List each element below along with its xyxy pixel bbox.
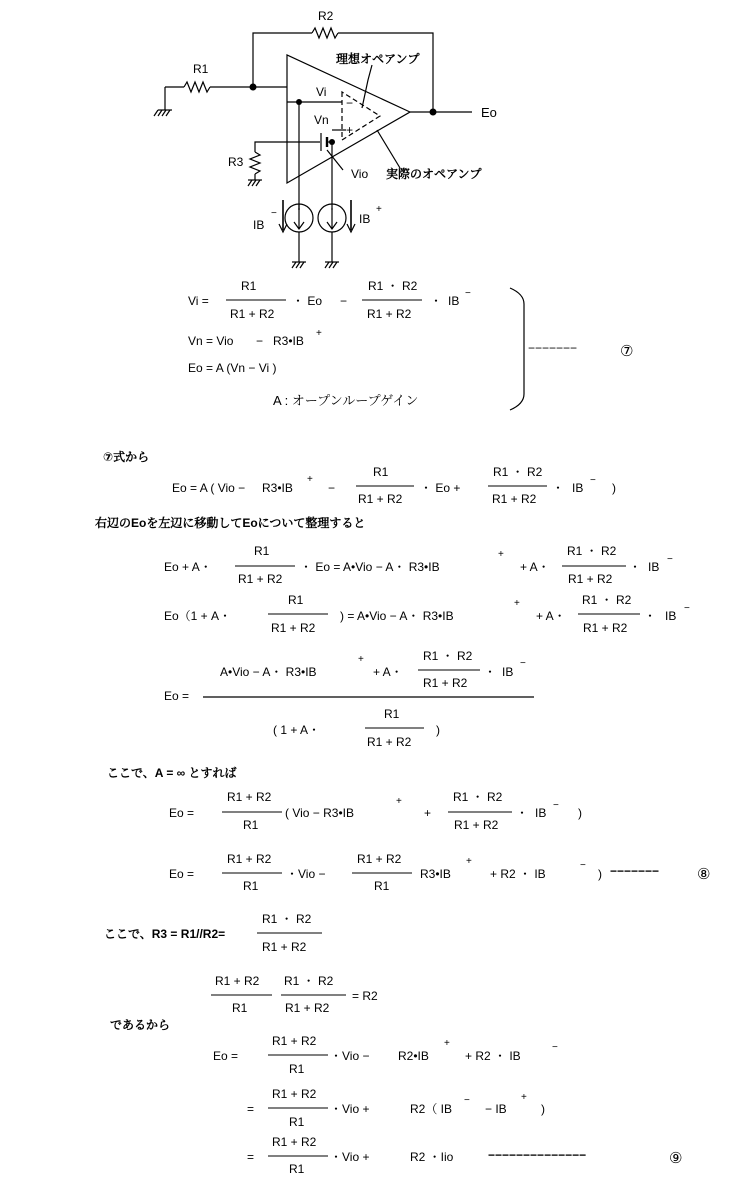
s2-ib: IB	[648, 560, 660, 574]
s8-ib-sup: −	[552, 1042, 558, 1053]
s1-f1-num: R1	[373, 465, 389, 479]
ideal-opamp-plus-input: +	[346, 123, 354, 137]
s3-rhs: ) = A•Vio − A・ R3•IB	[340, 609, 454, 623]
sys-minus: −	[340, 294, 348, 308]
s2-plus-a: + A・	[520, 560, 550, 574]
s3-f2-den: R1 + R2	[583, 621, 628, 635]
r3-f-den: R1 + R2	[262, 940, 307, 954]
s5-plus: +	[424, 806, 432, 820]
sys-frac2-num: R1 ・ R2	[368, 279, 418, 293]
s9-vio: ・Vio +	[330, 1102, 370, 1116]
s3-sup: +	[514, 598, 520, 609]
s5-dot: ・	[516, 806, 529, 820]
s2-f1-den: R1 + R2	[238, 572, 283, 586]
s6-r2: + R2 ・ IB	[490, 867, 546, 881]
text-r3-definition: ここで、R3 = R1//R2=	[104, 927, 226, 941]
s1-lhs: Eo = A ( Vio −	[172, 481, 246, 495]
s8-r2ib: R2•IB	[398, 1049, 429, 1063]
s3-f2-num: R1 ・ R2	[582, 593, 632, 607]
ground-symbol-r3	[248, 180, 262, 186]
s3-lhs: Eo（1 + A・	[164, 609, 232, 623]
sys-vn-sup: +	[316, 328, 322, 339]
s10-eq: =	[247, 1150, 255, 1164]
s6-r3ib: R3•IB	[420, 867, 451, 881]
s4-plus-a: + A・	[373, 665, 403, 679]
s3-f1-den: R1 + R2	[271, 621, 316, 635]
label-ib-minus-sign: −	[271, 208, 277, 219]
s1-f2-num: R1 ・ R2	[493, 465, 543, 479]
s2-f1-num: R1	[254, 544, 270, 558]
s1-minus: −	[328, 481, 336, 495]
sys-ib: IB	[448, 294, 460, 308]
r3-wire	[255, 142, 287, 152]
s6-sup: +	[466, 856, 472, 867]
equation-number-9: ⑨	[669, 1150, 683, 1167]
s6-f2-den: R1	[374, 879, 390, 893]
text-dearu: であるから	[110, 1018, 171, 1032]
s5-ib: IB	[535, 806, 547, 820]
equation-s2	[164, 544, 673, 586]
label-ib-plus-sign: +	[376, 204, 382, 215]
s8-sup: +	[444, 1038, 450, 1049]
r2-resistor	[312, 28, 338, 38]
s6-dashes: −−−−−−−	[610, 864, 660, 878]
equation-r3-definition	[104, 912, 322, 954]
s8-f1-num: R1 + R2	[272, 1034, 317, 1048]
s4-f2-num: R1	[384, 707, 400, 721]
equation-s1	[172, 465, 616, 506]
s6-f1-num: R1 + R2	[227, 852, 272, 866]
s6-tail: )	[598, 867, 602, 881]
real-opamp-triangle	[287, 55, 410, 183]
s8-lhs: Eo =	[213, 1049, 239, 1063]
s3-ib: IB	[665, 609, 677, 623]
s4-f2-den: R1 + R2	[367, 735, 412, 749]
text-move-eo: 右辺のEoを左辺に移動してEoについて整理すると	[95, 516, 366, 530]
s1-r3ib: R3•IB	[262, 481, 293, 495]
label-vn: Vn	[314, 113, 329, 127]
s5-f1-den: R1	[243, 818, 259, 832]
s6-lhs: Eo =	[169, 867, 195, 881]
brace-right	[510, 288, 524, 410]
label-r2: R2	[318, 9, 334, 23]
sys-vn-minus: −	[256, 334, 264, 348]
label-r3: R3	[228, 155, 244, 169]
s2-lhs: Eo + A・	[164, 560, 212, 574]
s9-f1-num: R1 + R2	[272, 1087, 317, 1101]
equation-number-7: ⑦	[620, 343, 634, 360]
s1-sup: +	[307, 474, 313, 485]
s4-sup: +	[358, 654, 364, 665]
sys-vn-r3ib: R3•IB	[273, 334, 304, 348]
node-output	[430, 109, 437, 116]
s5-f1-num: R1 + R2	[227, 790, 272, 804]
ground-symbol-ib-plus	[325, 262, 339, 268]
s1-dot: ・	[552, 481, 565, 495]
real-opamp-label: 実際のオペアンプ	[386, 167, 482, 181]
equation-s10	[247, 1135, 682, 1176]
opamp-circuit-diagram	[165, 28, 472, 262]
equation-s3	[164, 593, 690, 635]
s5-f2-den: R1 + R2	[454, 818, 499, 832]
s5-ib-sup: −	[553, 800, 559, 811]
s4-ib: IB	[502, 665, 514, 679]
r1-resistor	[184, 82, 210, 92]
s5-tail: )	[578, 806, 582, 820]
node-vi	[296, 99, 302, 105]
s9-eq: =	[247, 1102, 255, 1116]
s10-r2iio: R2 ・Iio	[410, 1150, 454, 1164]
s2-f2-num: R1 ・ R2	[567, 544, 617, 558]
s5-lhs: Eo =	[169, 806, 195, 820]
s1-eo: ・ Eo +	[420, 481, 461, 495]
equation-s4	[164, 649, 534, 749]
ideal-opamp-label: 理想オペアンプ	[336, 52, 420, 66]
equation-system-7	[188, 279, 633, 410]
s4-lhs: Eo =	[164, 689, 190, 703]
s4-den: ( 1 + A・	[273, 723, 321, 737]
s4-ib-sup: −	[520, 658, 526, 669]
node-vn	[329, 139, 335, 145]
r3-f-num: R1 ・ R2	[262, 912, 312, 926]
label-r1: R1	[193, 62, 209, 76]
s1-ib: IB	[572, 481, 584, 495]
text-a-infinity: ここで、A = ∞ とすれば	[107, 766, 237, 780]
s4-f1-num: R1 ・ R2	[423, 649, 473, 663]
sys-frac1-den: R1 + R2	[230, 307, 275, 321]
s4-rparen: )	[436, 723, 440, 737]
s10-vio: ・Vio +	[330, 1150, 370, 1164]
s5-sup: +	[396, 796, 402, 807]
s1-tail: )	[612, 481, 616, 495]
node-r1-r2	[250, 84, 257, 91]
s9-ib-minus-sup: −	[464, 1095, 470, 1106]
text-from-eq7: ⑦式から	[103, 450, 150, 464]
label-vio: Vio	[351, 167, 369, 181]
vio-pointer	[327, 150, 343, 170]
s10-f1-num: R1 + R2	[272, 1135, 317, 1149]
s7-eq-r2: = R2	[352, 989, 378, 1003]
label-ib-plus: IB	[359, 212, 371, 226]
real-opamp-pointer	[377, 130, 400, 168]
sys-eo: ・ Eo	[292, 294, 323, 308]
s2-f2-den: R1 + R2	[568, 572, 613, 586]
label-eo: Eo	[481, 105, 497, 120]
s5-paren-vio: ( Vio − R3•IB	[285, 806, 355, 820]
s2-sup: +	[498, 549, 504, 560]
s1-f2-den: R1 + R2	[492, 492, 537, 506]
equation-s9	[247, 1087, 545, 1129]
equation-s5	[169, 790, 582, 832]
sys-dot: ・	[430, 294, 443, 308]
s7-f1-num: R1 + R2	[215, 974, 260, 988]
s2-eo-eq: ・ Eo = A•Vio − A・ R3•IB	[300, 560, 440, 574]
sys-eo-eq: Eo = A (Vn − Vi )	[188, 361, 277, 375]
s4-f1-den: R1 + R2	[423, 676, 468, 690]
s2-dot: ・	[629, 560, 642, 574]
s1-ib-sup: −	[590, 475, 596, 486]
ideal-opamp-minus-input: −	[346, 96, 354, 110]
ground-symbol-ib-minus	[292, 262, 306, 268]
ideal-opamp-pointer	[362, 65, 372, 108]
s5-f2-num: R1 ・ R2	[453, 790, 503, 804]
s6-f2-num: R1 + R2	[357, 852, 402, 866]
r2-feedback-wire	[253, 33, 312, 87]
r3-resistor	[250, 152, 260, 174]
s3-f1-num: R1	[288, 593, 304, 607]
sys-frac2-den: R1 + R2	[367, 307, 412, 321]
sys-dashes: −−−−−−−	[528, 341, 578, 355]
s9-ib-plus-sup: +	[521, 1092, 527, 1103]
s7-f1-den: R1	[232, 1001, 248, 1015]
s10-dashes: −−−−−−−−−−−−−−	[488, 1148, 587, 1162]
s3-plus-a: + A・	[536, 609, 566, 623]
equation-s8	[213, 1034, 558, 1076]
sys-ib-sup: −	[465, 288, 471, 299]
s4-num: A•Vio − A・ R3•IB	[220, 665, 317, 679]
sys-frac1-num: R1	[241, 279, 257, 293]
label-ib-minus: IB	[253, 218, 265, 232]
s1-f1-den: R1 + R2	[358, 492, 403, 506]
s6-vio: ・Vio −	[286, 867, 326, 881]
sys-vi-lhs: Vi =	[188, 294, 209, 308]
sys-vn: Vn = Vio	[188, 334, 234, 348]
s6-f1-den: R1	[243, 879, 259, 893]
equation-s6	[169, 852, 710, 893]
equation-number-8: ⑧	[697, 866, 711, 883]
s4-dot: ・	[484, 665, 497, 679]
s6-ib-sup: −	[580, 860, 586, 871]
s10-f1-den: R1	[289, 1162, 305, 1176]
equation-s7	[211, 974, 378, 1015]
ground-symbol-r1	[154, 110, 172, 116]
s8-vio: ・Vio −	[330, 1049, 370, 1063]
s9-r2paren: R2（ IB	[410, 1102, 453, 1116]
s2-ib-sup: −	[667, 554, 673, 565]
s7-f2-den: R1 + R2	[285, 1001, 330, 1015]
s9-tail: )	[541, 1102, 545, 1116]
s9-f1-den: R1	[289, 1115, 305, 1129]
label-vi: Vi	[316, 85, 327, 99]
sys-a-note: A : オープンループゲイン	[273, 393, 419, 408]
s3-dot: ・	[644, 609, 657, 623]
s3-ib-sup: −	[684, 603, 690, 614]
s9-minus-ib: − IB	[485, 1102, 507, 1116]
s7-f2-num: R1 ・ R2	[284, 974, 334, 988]
s8-f1-den: R1	[289, 1062, 305, 1076]
s8-r2: + R2 ・ IB	[465, 1049, 521, 1063]
